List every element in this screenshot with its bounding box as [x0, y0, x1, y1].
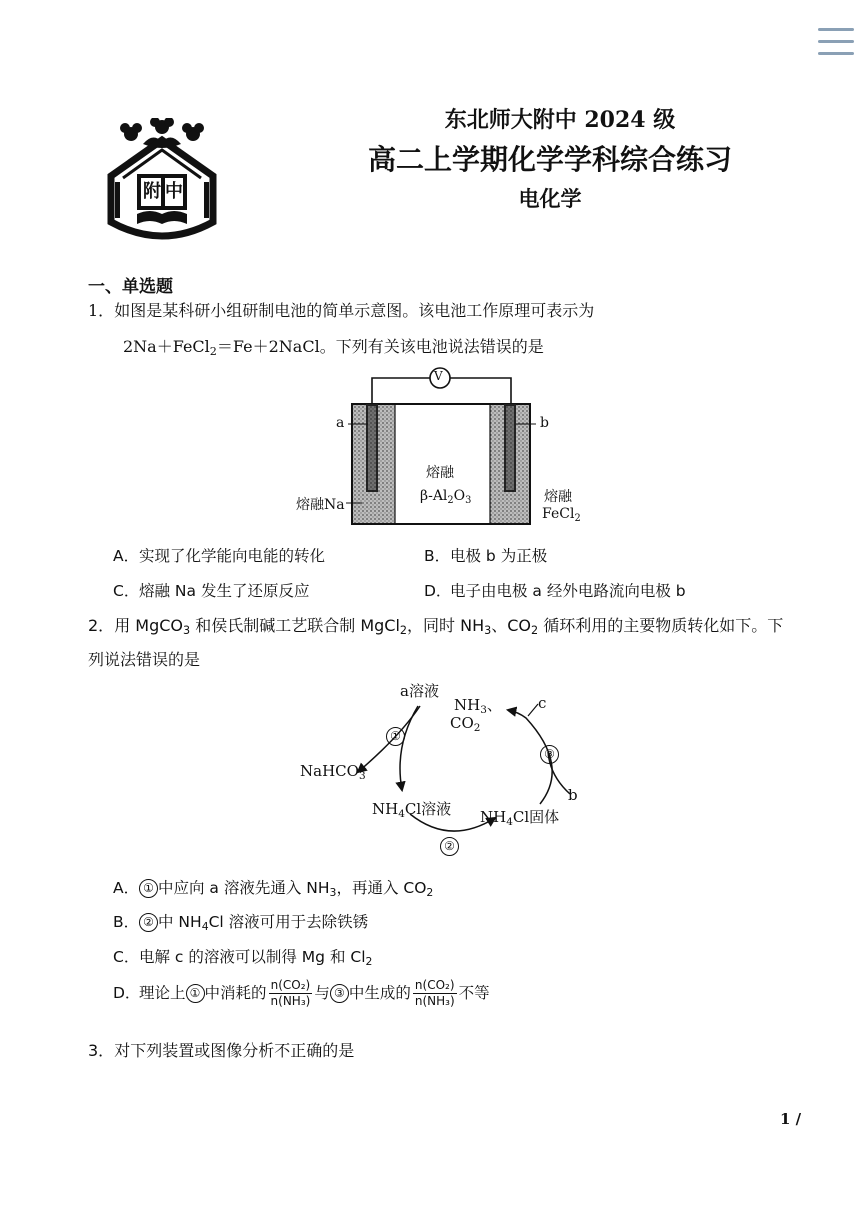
q1-center-formula: $\beta-Al_2O_3$ [420, 488, 472, 506]
page-number: 1 / [780, 1110, 802, 1128]
q2-option-a[interactable]: A． ① 中应向 a 溶液先通入 $NH_3$，再通入 $CO_2$ [113, 879, 434, 899]
q2-label-b: b [568, 786, 578, 804]
q1-option-c[interactable]: C．熔融 Na 发生了还原反应 [113, 582, 310, 600]
logo-char-1: 附 [143, 181, 161, 202]
q2-step1: ① [386, 726, 405, 746]
q2-nh3: $NH_3$、 [454, 696, 502, 716]
q2-option-d[interactable]: D．理论上 ① 中消耗的 $\frac{\text{n(CO₂)}}{\text{n(NH₃)}}$ 与 ③ 中生成的 $\frac{\text{n(CO₂)}}{\text{n(NH₃)}}$ 不等 [113, 978, 490, 1008]
q2-step3: ③ [540, 744, 559, 764]
q2-stem-line2: 列说法错误的是 [88, 650, 201, 669]
q2-stem: 2．用 MgCO$_3$ 和侯氏制碱工艺联合制 MgCl$_2$，同时 $NH_3$、$CO_2$ 循环利用的主要物质转化如下。下 [88, 616, 784, 637]
header-subtitle: 电化学 [518, 186, 582, 211]
q1-right-label: 熔融 [544, 489, 572, 505]
q1-right-formula: FeCl$_2$ [542, 506, 581, 524]
q2-option-d-fraction-2: $\frac{\text{n(CO₂)}}{\text{n(NH₃)}}$ [414, 978, 455, 1008]
q1-equation: 2Na＋FeCl$_2$＝Fe＋2NaCl。下列有关该电池说法错误的是 [123, 337, 544, 358]
q2-nh4cl-solution: $NH_4Cl$溶液 [372, 800, 452, 820]
q3-stem: 3．对下列装置或图像分析不正确的是 [88, 1041, 355, 1060]
q2-option-b[interactable]: B． ② 中 $NH_4Cl$ 溶液可用于去除铁锈 [113, 913, 369, 933]
q2-label-c: c [538, 694, 547, 712]
q2-nahco3: NaHCO$_3$ [300, 762, 366, 782]
q2-option-c[interactable]: C．电解 c 的溶液可以制得 Mg 和 $Cl_2$ [113, 948, 373, 968]
logo-char-2: 中 [165, 181, 183, 202]
q2-step2: ② [440, 836, 459, 856]
q1-voltmeter-label: V [434, 369, 443, 383]
q1-label-a: a [336, 415, 345, 431]
school-logo [103, 118, 221, 246]
q1-option-b[interactable]: B．电极 b 为正极 [424, 547, 548, 565]
header-school-year: 东北师大附中 2024 级 [444, 107, 676, 133]
q1-battery-figure [290, 366, 590, 532]
menu-icon[interactable] [818, 26, 854, 58]
q1-option-a[interactable]: A．实现了化学能向电能的转化 [113, 547, 326, 565]
header-title: 高二上学期化学学科综合练习 [367, 143, 732, 176]
q2-cycle-figure [290, 676, 590, 860]
q1-center-label: 熔融 [426, 465, 454, 481]
q1-stem: 1．如图是某科研小组研制电池的简单示意图。该电池工作原理可表示为 [88, 301, 595, 320]
q1-option-d[interactable]: D．电子由电极 a 经外电路流向电极 b [424, 582, 686, 600]
q2-option-d-fraction-1: $\frac{\text{n(CO₂)}}{\text{n(NH₃)}}$ [270, 978, 311, 1008]
section-title: 一、单选题 [88, 277, 173, 297]
q1-label-b: b [540, 415, 549, 431]
q2-co2: $CO_2$ [450, 714, 481, 734]
q2-nh4cl-solid: $NH_4Cl$固体 [480, 808, 560, 828]
q2-a-solution: a溶液 [400, 682, 439, 700]
q1-left-label: 熔融Na [296, 497, 345, 513]
